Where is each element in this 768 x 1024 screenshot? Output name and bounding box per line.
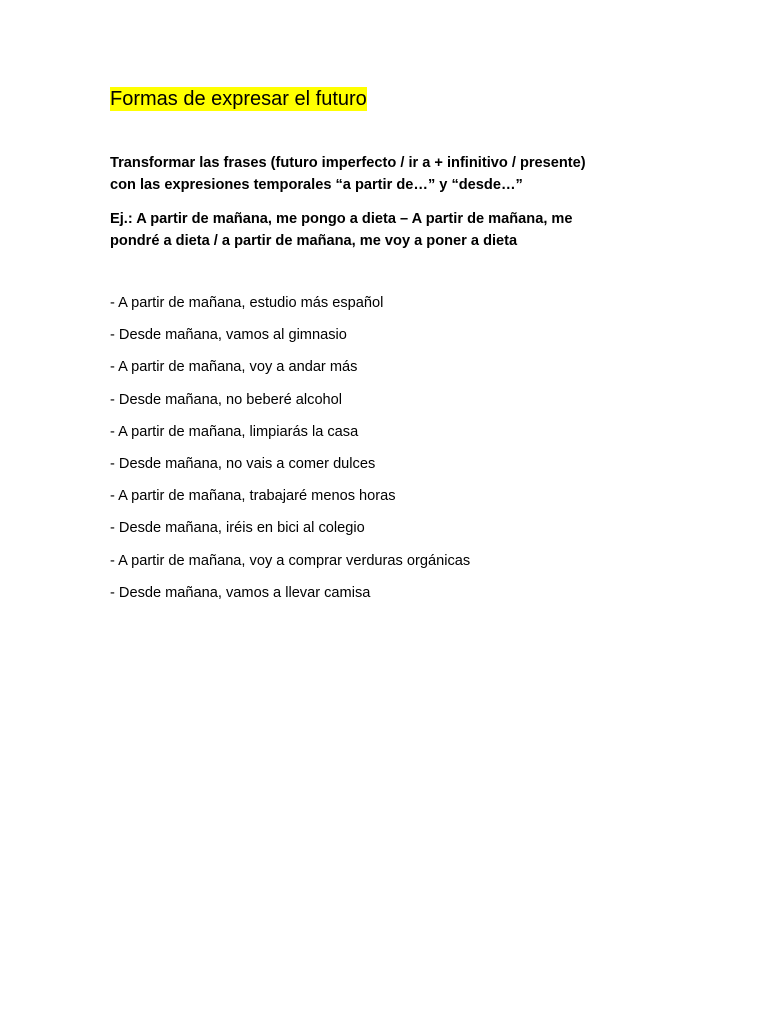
list-item: - A partir de mañana, limpiarás la casa [110,423,359,440]
list-item: - A partir de mañana, estudio más español [110,295,384,311]
list-item: - Desde mañana, no beberé alcohol [110,391,343,408]
instruction-line-1: Transformar las frases (futuro imperfecto / ir a + infinitivo / presente) [110,155,586,171]
instruction-paragraph [110,152,670,196]
instruction-line-2: con las expresiones temporales “a partir de…” y “desde…” [110,177,523,193]
instructions-block [110,152,670,252]
example-paragraph [110,208,670,252]
list-item: - Desde mañana, iréis en bici al colegio [110,520,365,537]
page-title [109,86,368,113]
sentence-list [110,292,470,614]
list-item: - Desde mañana, vamos a llevar camisa [110,584,371,601]
example-line-2: pondré a dieta / a partir de mañana, me voy a poner a dieta [110,233,518,249]
list-item: - A partir de mañana, voy a comprar verduras orgánicas [110,552,471,569]
highlighted-title-text: Formas de expresar el futuro [110,88,367,110]
list-item: - A partir de mañana, voy a andar más [110,359,358,376]
list-item: - Desde mañana, no vais a comer dulces [110,455,376,472]
list-item: - A partir de mañana, trabajaré menos horas [110,488,396,505]
example-line-1: Ej.: A partir de mañana, me pongo a dieta – A partir de mañana, me [110,211,573,227]
list-item: - Desde mañana, vamos al gimnasio [110,327,347,344]
